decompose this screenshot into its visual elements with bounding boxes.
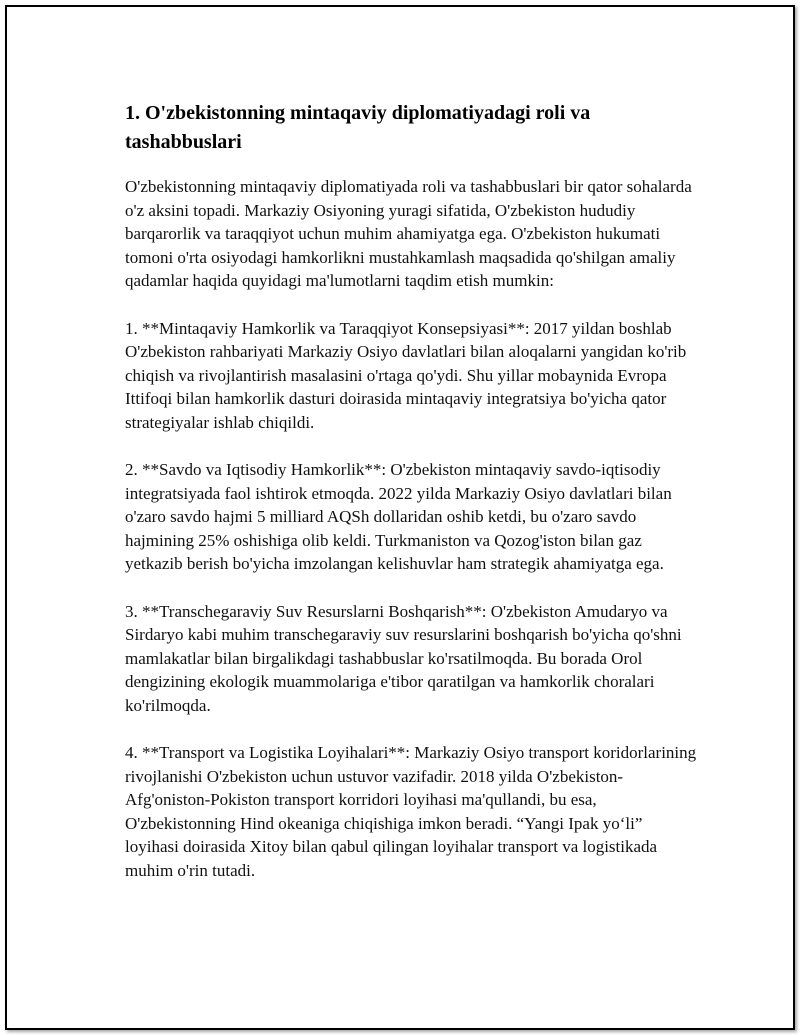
document-content: [125, 99, 699, 906]
section-heading: 1. O'zbekistonning mintaqaviy diplomatiyadagi roli va tashabbuslari: [125, 102, 591, 153]
paragraph-water-resources: 3. **Transchegaraviy Suv Resurslarni Boshqarish**: O'zbekiston Amudaryo va Sirdaryo kabi muhim transchegaraviy suv resurslarini boshqarish bo'yicha qo'shni mamlakatlar bilan birgalikdagi tashabbuslar ko'rsatilmoqda. Bu borada Orol dengizining ekologik muammolariga e'tibor qaratilgan va hamkorlik choralari ko'rilmoqda.: [125, 601, 682, 715]
paragraph-regional-cooperation: 1. **Mintaqaviy Hamkorlik va Taraqqiyot Konsepsiyasi**: 2017 yildan boshlab O'zbekiston rahbariyati Markaziy Osiyo davlatlari bilan aloqalarni yangidan ko'rib chiqish va rivojlantirish masalasini o'rtaga qo'ydi. Shu yillar mobaynida Evropa Ittifoqi bilan hamkorlik dasturi doirasida mintaqaviy integratsiya bo'yicha qator strategiyalar ishlab chiqildi.: [125, 318, 687, 432]
paragraph-transport-logistics: 4. **Transport va Logistika Loyihalari**: Markaziy Osiyo transport koridorlarining rivojlanishi O'zbekiston uchun ustuvor vazifadir. 2018 yilda O'zbekiston-Afg'oniston-Pokiston transport korridori loyihasi ma'qullandi, bu esa, O'zbekistonning Hind okeaniga chiqishiga imkon beradi. “Yangi Ipak yo‘li” loyihasi doirasida Xitoy bilan qabul qilingan loyihalar transport va logistikada muhim o'rin tutadi.: [125, 743, 697, 880]
paragraph-trade-economy: 2. **Savdo va Iqtisodiy Hamkorlik**: O'zbekiston mintaqaviy savdo-iqtisodiy integratsiyada faol ishtirok etmoqda. 2022 yilda Markaziy Osiyo davlatlari bilan o'zaro savdo hajmi 5 milliard AQSh dollaridan oshib ketdi, bu o'zaro savdo hajmining 25% oshishiga olib keldi. Turkmaniston va Qozog'iston bilan gaz yetkazib berish bo'yicha imzolangan kelishuvlar ham strategik ahamiyatga ega.: [125, 460, 672, 573]
document-page: [5, 5, 795, 1030]
intro-paragraph: O'zbekistonning mintaqaviy diplomatiyada roli va tashabbuslari bir qator sohalarda o'z aksini topadi. Markaziy Osiyoning yuragi sifatida, O'zbekiston hududiy barqarorlik va taraqqiyot uchun muhim ahamiyatga ega. O'zbekiston hukumati tomoni o'rta osiyodagi hamkorlikni mustahkamlash maqsadida qo'shilgan amaliy qadamlar haqida quyidagi ma'lumotlarni taqdim etish mumkin:: [125, 177, 692, 290]
